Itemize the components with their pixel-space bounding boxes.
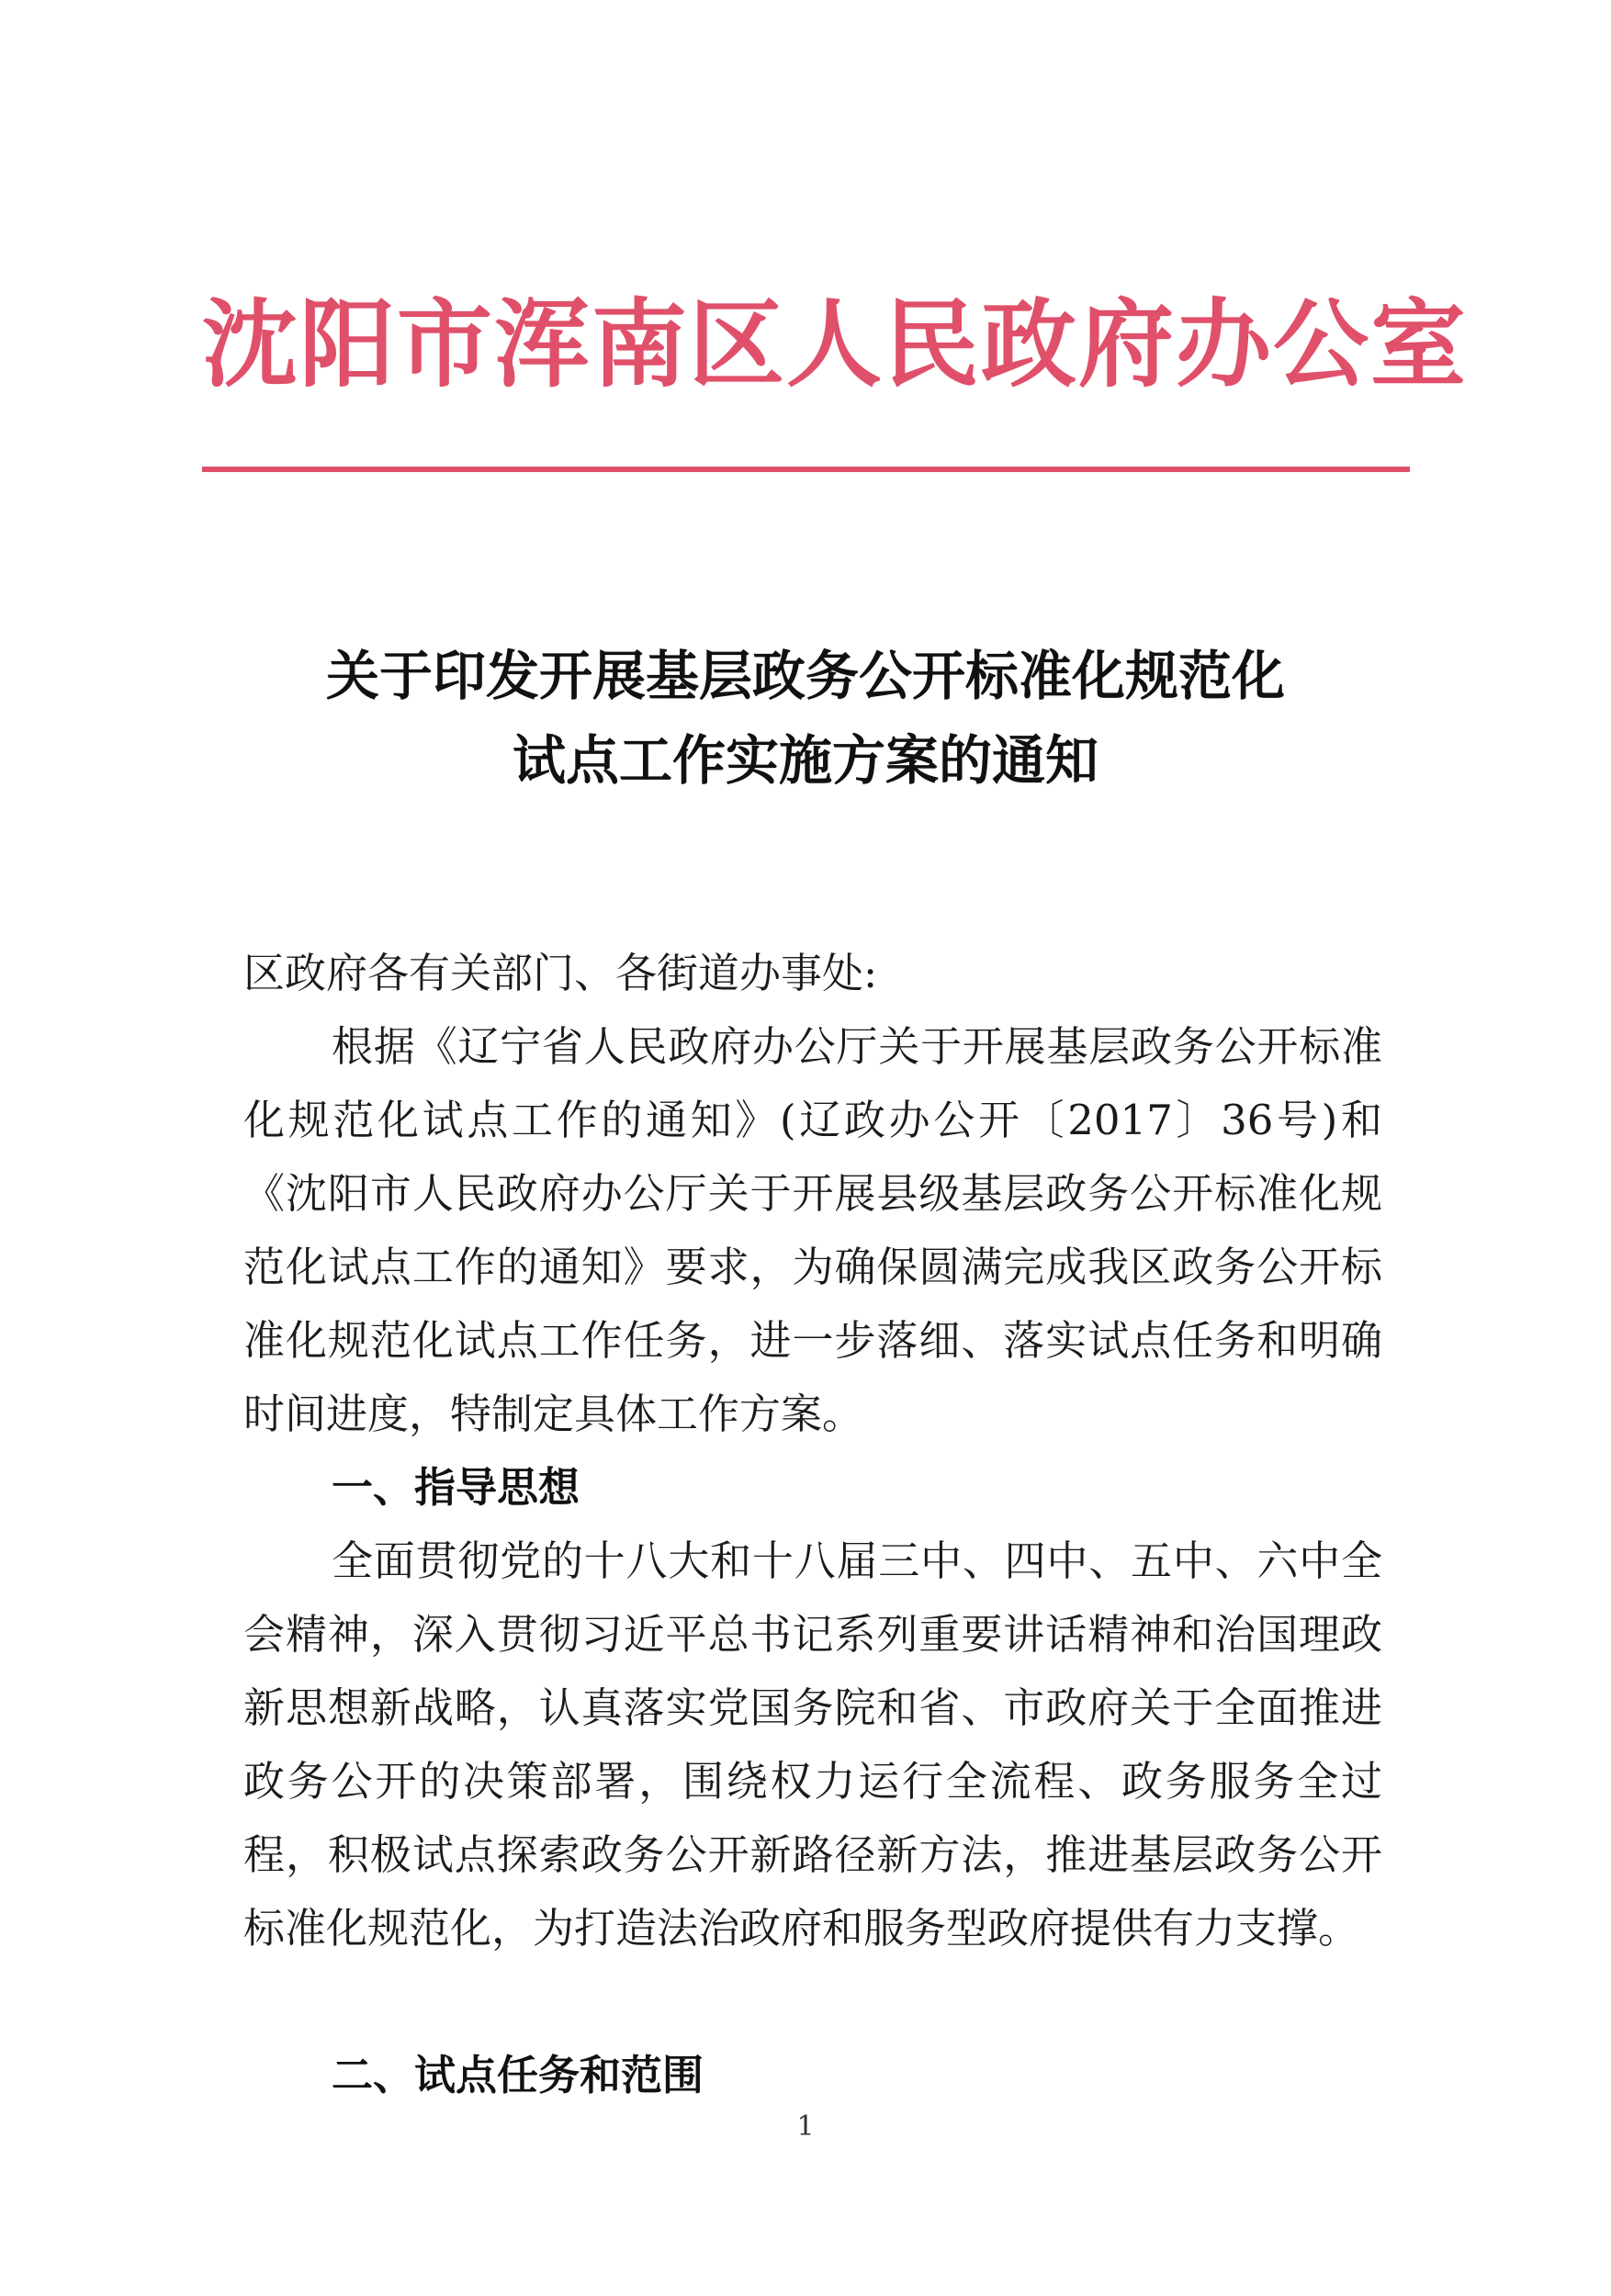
salutation: 区政府各有关部门、各街道办事处: [243,949,878,997]
title-line-1: 关于印发开展基层政务公开标准化规范化 [325,645,1285,707]
section-heading-1: 一、指导思想 [332,1463,580,1512]
title-line-2: 试点工作实施方案的通知 [512,729,1098,792]
paragraph-guiding-ideology: 全面贯彻党的十八大和十八届三中、四中、五中、六中全会精神，深入贯彻习近平总书记系列重要讲话精神和治国理政新思想新战略，认真落实党国务院和省、市政府关于全面推进政务公开的决策部署，围绕权力运行全流程、政务服务全过程，积极试点探索政务公开新路径新方法，推进基层政务公开标准化规范化，为打造法治政府和服务型政府提供有力支撑。 [243,1536,1382,1953]
document-title [165,634,1446,803]
red-divider-line [202,467,1410,472]
paragraph-basis: 根据《辽宁省人民政府办公厅关于开展基层政务公开标准化规范化试点工作的通知》(辽政办公开〔2017〕36号)和《沈阳市人民政府办公厅关于开展县级基层政务公开标准化规范化试点工作的通知》要求，为确保圆满完成我区政务公开标准化规范化试点工作任务，进一步落细、落实试点任务和明确时间进度，特制定具体工作方案。 [243,1022,1382,1438]
issuer-masthead: 沈阳市浑南区人民政府办公室 [202,288,1469,400]
section-heading-2: 二、试点任务和范围 [332,2051,704,2099]
page-number: 1 [796,2110,815,2143]
